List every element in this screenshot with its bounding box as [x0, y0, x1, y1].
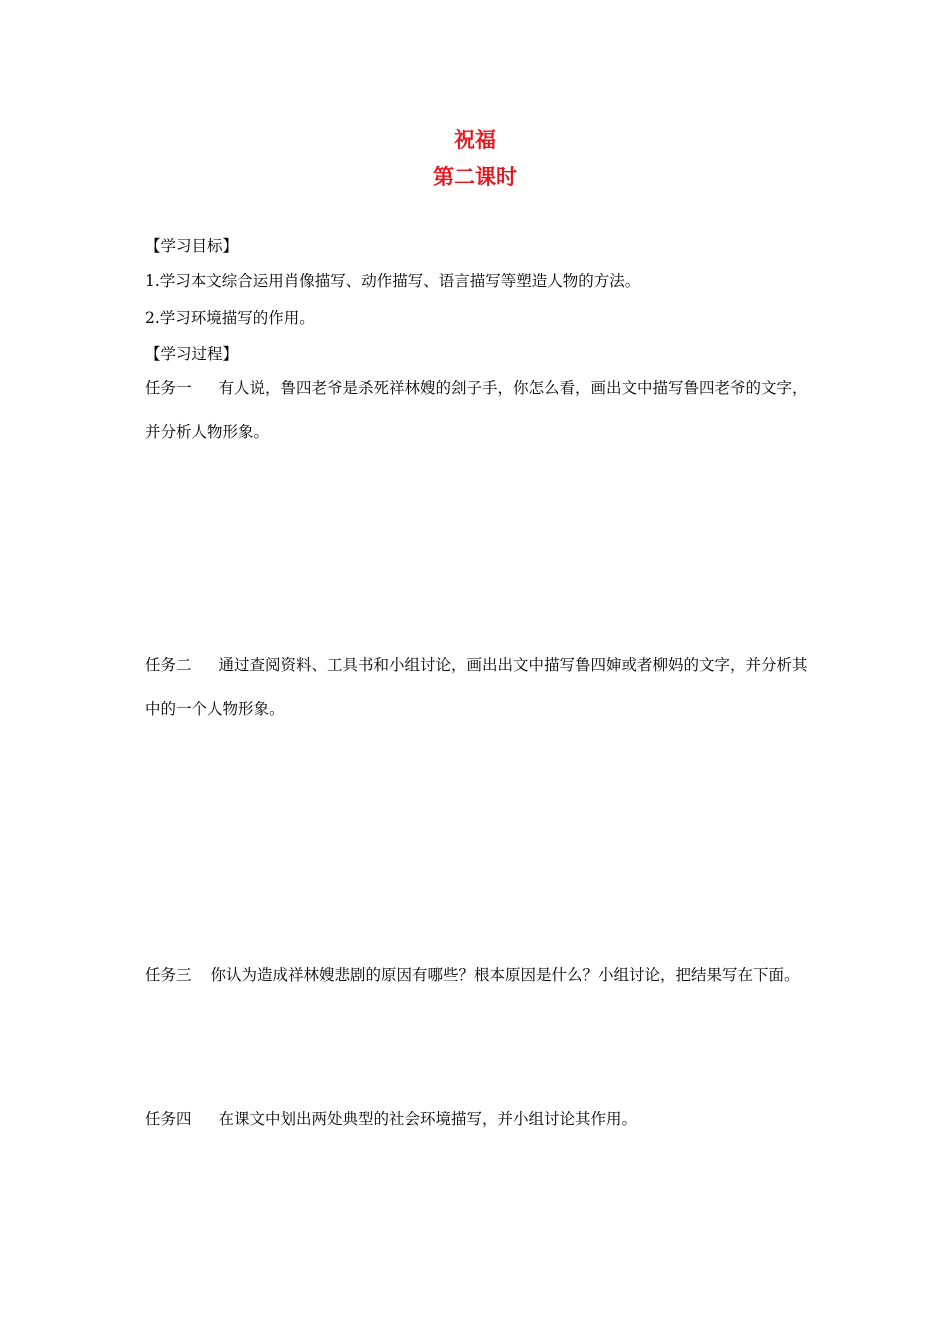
objective-item-2: 2.学习环境描写的作用。 [145, 309, 315, 327]
objective-item-1: 1.学习本文综合运用肖像描写、动作描写、语言描写等塑造人物的方法。 [145, 272, 641, 290]
task-3-label: 任务三 [145, 966, 192, 984]
task-1-label: 任务一 [145, 379, 192, 397]
task-1 [145, 366, 815, 454]
task-4-text: 在课文中划出两处典型的社会环境描写，并小组讨论其作用。 [218, 1110, 638, 1128]
objectives-heading: 【学习目标】 [145, 237, 239, 255]
task-4-label: 任务四 [145, 1110, 192, 1128]
document-title: 祝福 [454, 128, 496, 152]
task-3-text: 你认为造成祥林嫂悲剧的原因有哪些？根本原因是什么？小组讨论，把结果写在下面。 [210, 966, 800, 984]
task-3 [145, 953, 815, 997]
task-2 [145, 643, 815, 731]
task-1-text: 有人说，鲁四老爷是杀死祥林嫂的刽子手，你怎么看，画出文中描写鲁四老爷的文字，并分析人物形象。 [145, 379, 808, 441]
task-2-text: 通过查阅资料、工具书和小组讨论，画出出文中描写鲁四婶或者柳妈的文字，并分析其中的一个人物形象。 [145, 656, 808, 718]
process-heading: 【学习过程】 [145, 345, 239, 363]
document-subtitle: 第二课时 [433, 165, 517, 189]
task-4 [145, 1097, 815, 1141]
task-2-label: 任务二 [145, 656, 192, 674]
